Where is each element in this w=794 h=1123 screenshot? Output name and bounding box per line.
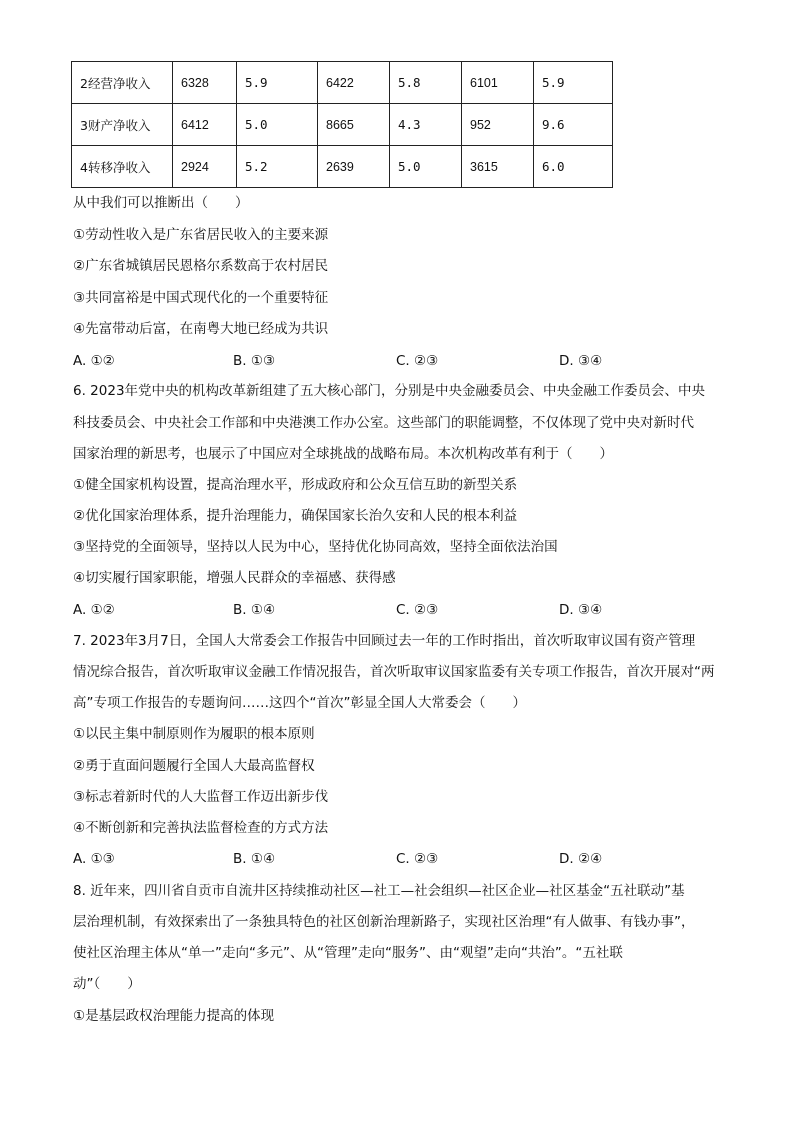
table-cell: 8665 (318, 104, 390, 146)
option-b[interactable]: B. ①④ (233, 602, 276, 618)
table-row (72, 62, 613, 104)
income-table (71, 61, 613, 188)
question-stem-line: 使社区治理主体从“单一”走向“多元”、从“管理”走向“服务”、由“观望”走向“共治”。“五社联 (73, 945, 623, 961)
statement-item: ③共同富裕是中国式现代化的一个重要特征 (73, 290, 329, 306)
question-stem-line: 国家治理的新思考，也展示了中国应对全球挑战的战略布局。本次机构改革有利于（ ） (73, 446, 613, 462)
row-label: 2经营净收入 (72, 62, 173, 104)
question-stem-line: 科技委员会、中央社会工作部和中央港澳工作办公室。这些部门的职能调整，不仅体现了党中央对新时代 (73, 415, 694, 431)
table-cell: 6101 (462, 62, 534, 104)
option-d[interactable]: D. ③④ (559, 602, 603, 618)
table-cell: 2924 (173, 146, 237, 188)
question-stem: 从中我们可以推断出（ ） (73, 195, 249, 211)
table-cell: 2639 (318, 146, 390, 188)
statement-item: ①健全国家机构设置，提高治理水平，形成政府和公众互信互助的新型关系 (73, 477, 518, 493)
statement-item: ③坚持党的全面领导，坚持以人民为中心，坚持优化协同高效，坚持全面依法治国 (73, 539, 558, 555)
table-cell: 5.9 (237, 62, 318, 104)
question-stem-line: 7. 2023年3月7日，全国人大常委会工作报告中回顾过去一年的工作时指出，首次听取审议国有资产管理 (73, 633, 696, 649)
question-stem-line: 层治理机制，有效探索出了一条独具特色的社区创新治理新路子，实现社区治理“有人做事、有钱办事”， (73, 914, 695, 930)
option-d[interactable]: D. ②④ (559, 851, 603, 867)
question-stem-line: 情况综合报告，首次听取审议金融工作情况报告，首次听取审议国家监委有关专项工作报告，首次开展对“两 (73, 664, 715, 680)
statement-item: ①劳动性收入是广东省居民收入的主要来源 (73, 227, 329, 243)
statement-item: ④切实履行国家职能，增强人民群众的幸福感、获得感 (73, 570, 396, 586)
statement-item: ②广东省城镇居民恩格尔系数高于农村居民 (73, 258, 329, 274)
statement-item: ①以民主集中制原则作为履职的根本原则 (73, 726, 315, 742)
table-cell: 6.0 (534, 146, 613, 188)
table-cell: 5.0 (237, 104, 318, 146)
option-b[interactable]: B. ①③ (233, 353, 276, 369)
option-c[interactable]: C. ②③ (396, 602, 439, 618)
table-cell: 4.3 (390, 104, 462, 146)
row-label: 3财产净收入 (72, 104, 173, 146)
statement-item: ④不断创新和完善执法监督检查的方式方法 (73, 820, 329, 836)
statement-item: ①是基层政权治理能力提高的体现 (73, 1008, 275, 1024)
statement-item: ②勇于直面问题履行全国人大最高监督权 (73, 758, 315, 774)
table-cell: 6412 (173, 104, 237, 146)
option-c[interactable]: C. ②③ (396, 851, 439, 867)
table-cell: 952 (462, 104, 534, 146)
table-cell: 9.6 (534, 104, 613, 146)
option-a[interactable]: A. ①② (73, 353, 115, 369)
option-c[interactable]: C. ②③ (396, 353, 439, 369)
option-b[interactable]: B. ①④ (233, 851, 276, 867)
option-a[interactable]: A. ①③ (73, 851, 115, 867)
table-cell: 5.2 (237, 146, 318, 188)
question-stem-line: 高”专项工作报告的专题询问……这四个“首次”彰显全国人大常委会（ ） (73, 695, 526, 711)
statement-item: ④先富带动后富，在南粤大地已经成为共识 (73, 321, 329, 337)
statement-item: ②优化国家治理体系，提升治理能力，确保国家长治久安和人民的根本利益 (73, 508, 518, 524)
table-row (72, 104, 613, 146)
table-cell: 5.0 (390, 146, 462, 188)
question-stem-line: 8. 近年来，四川省自贡市自流井区持续推动社区—社工—社会组织—社区企业—社区基金“五社联动”基 (73, 883, 685, 899)
statement-item: ③标志着新时代的人大监督工作迈出新步伐 (73, 789, 329, 805)
question-stem-line: 6. 2023年党中央的机构改革新组建了五大核心部门，分别是中央金融委员会、中央金融工作委员会、中央 (73, 383, 706, 399)
question-stem-line: 动”（ ） (73, 976, 141, 992)
table-cell: 3615 (462, 146, 534, 188)
table-cell: 6422 (318, 62, 390, 104)
row-label: 4转移净收入 (72, 146, 173, 188)
table-cell: 6328 (173, 62, 237, 104)
option-a[interactable]: A. ①② (73, 602, 115, 618)
table-cell: 5.9 (534, 62, 613, 104)
table-cell: 5.8 (390, 62, 462, 104)
table-row (72, 146, 613, 188)
option-d[interactable]: D. ③④ (559, 353, 603, 369)
